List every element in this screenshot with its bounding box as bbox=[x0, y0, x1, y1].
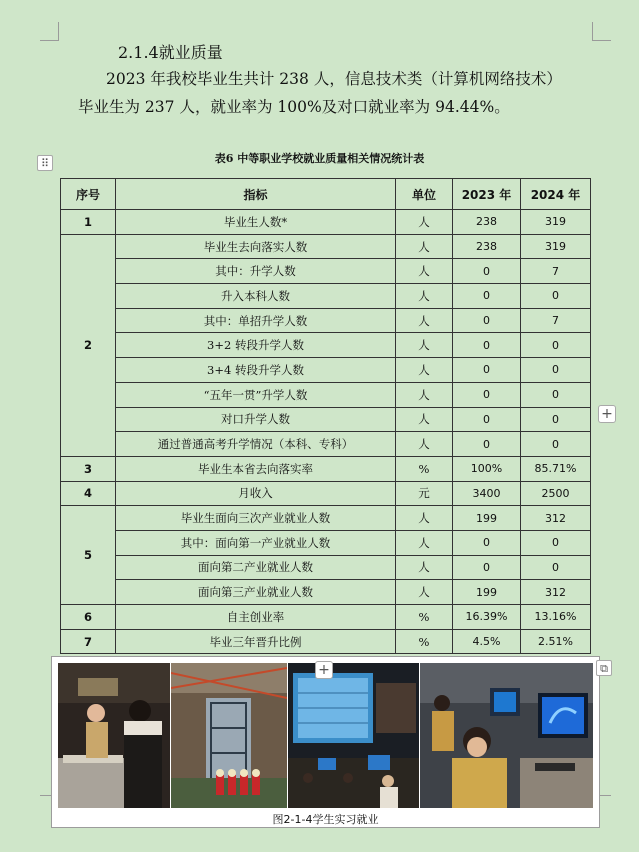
cell-unit: % bbox=[396, 456, 453, 481]
cell-2023: 16.39% bbox=[453, 605, 521, 630]
table-row bbox=[61, 407, 591, 432]
cell-indicator: 3+4 转段升学人数 bbox=[116, 358, 396, 383]
table-header-row bbox=[61, 179, 591, 210]
cell-unit: 人 bbox=[396, 530, 453, 555]
table-row bbox=[61, 580, 591, 605]
cell-indicator: 通过普通高考升学情况（本科、专科） bbox=[116, 432, 396, 457]
cell-2024: 2500 bbox=[521, 481, 591, 506]
cell-2024: 0 bbox=[521, 333, 591, 358]
cell-unit: % bbox=[396, 605, 453, 630]
cell-indicator: 月收入 bbox=[116, 481, 396, 506]
cell-2023: 238 bbox=[453, 234, 521, 259]
cell-unit: 人 bbox=[396, 210, 453, 235]
cell-seq: 1 bbox=[61, 210, 116, 235]
cell-2024: 2.51% bbox=[521, 629, 591, 654]
cell-2023: 199 bbox=[453, 506, 521, 531]
cell-unit: 人 bbox=[396, 358, 453, 383]
cell-2024: 319 bbox=[521, 234, 591, 259]
cell-indicator: 毕业生去向落实人数 bbox=[116, 234, 396, 259]
cell-seq: 6 bbox=[61, 605, 116, 630]
cell-2024: 0 bbox=[521, 432, 591, 457]
cell-seq: 5 bbox=[61, 506, 116, 605]
cell-indicator: “五年一贯”升学人数 bbox=[116, 382, 396, 407]
photo-industrial-site bbox=[171, 663, 287, 808]
move-handle-icon[interactable]: ⠿ bbox=[37, 155, 53, 171]
add-row-plus-icon[interactable]: + bbox=[598, 405, 616, 423]
internship-photo-strip[interactable] bbox=[51, 656, 600, 828]
table-row bbox=[61, 629, 591, 654]
table-row bbox=[61, 432, 591, 457]
header-unit: 单位 bbox=[396, 179, 453, 210]
table-row bbox=[61, 234, 591, 259]
paragraph-line-2: 毕业生为 237 人，就业率为 100%及对口就业率为 94.44%。 bbox=[78, 98, 510, 116]
page-corner-mark bbox=[40, 22, 59, 41]
employment-quality-table bbox=[60, 178, 591, 654]
cell-indicator: 面向第二产业就业人数 bbox=[116, 555, 396, 580]
table-row bbox=[61, 308, 591, 333]
cell-2023: 0 bbox=[453, 555, 521, 580]
header-2024: 2024 年 bbox=[521, 179, 591, 210]
cell-indicator: 其中：面向第一产业就业人数 bbox=[116, 530, 396, 555]
cell-2023: 0 bbox=[453, 432, 521, 457]
photo-student-computer bbox=[420, 663, 593, 808]
table-row bbox=[61, 259, 591, 284]
table-row bbox=[61, 555, 591, 580]
cell-seq: 7 bbox=[61, 629, 116, 654]
cell-2023: 100% bbox=[453, 456, 521, 481]
layout-options-icon[interactable]: ⧉ bbox=[596, 660, 612, 676]
cell-2023: 4.5% bbox=[453, 629, 521, 654]
cell-2023: 3400 bbox=[453, 481, 521, 506]
header-indicator: 指标 bbox=[116, 179, 396, 210]
table-row bbox=[61, 284, 591, 309]
cell-unit: 人 bbox=[396, 382, 453, 407]
cell-unit: 元 bbox=[396, 481, 453, 506]
cell-2024: 13.16% bbox=[521, 605, 591, 630]
insert-plus-icon[interactable]: + bbox=[315, 661, 333, 679]
cell-unit: 人 bbox=[396, 432, 453, 457]
cell-seq: 4 bbox=[61, 481, 116, 506]
cell-2024: 0 bbox=[521, 284, 591, 309]
cell-seq: 2 bbox=[61, 234, 116, 456]
cell-2024: 0 bbox=[521, 407, 591, 432]
cell-2023: 0 bbox=[453, 308, 521, 333]
table-row bbox=[61, 530, 591, 555]
cell-2024: 7 bbox=[521, 308, 591, 333]
cell-unit: 人 bbox=[396, 333, 453, 358]
cell-indicator: 毕业生人数* bbox=[116, 210, 396, 235]
page-corner-mark bbox=[592, 22, 611, 41]
cell-indicator: 3+2 转段升学人数 bbox=[116, 333, 396, 358]
table-row bbox=[61, 333, 591, 358]
cell-2024: 0 bbox=[521, 382, 591, 407]
table-row bbox=[61, 506, 591, 531]
cell-unit: 人 bbox=[396, 506, 453, 531]
header-2023: 2023 年 bbox=[453, 179, 521, 210]
cell-2023: 0 bbox=[453, 358, 521, 383]
cell-unit: 人 bbox=[396, 284, 453, 309]
cell-2023: 0 bbox=[453, 407, 521, 432]
table-caption: 表6 中等职业学校就业质量相关情况统计表 bbox=[214, 152, 425, 165]
cell-unit: 人 bbox=[396, 308, 453, 333]
table-row bbox=[61, 456, 591, 481]
cell-indicator: 自主创业率 bbox=[116, 605, 396, 630]
figure-caption: 图2-1-4学生实习就业 bbox=[272, 813, 379, 826]
cell-2024: 0 bbox=[521, 358, 591, 383]
section-heading: 2.1.4就业质量 bbox=[118, 43, 223, 62]
cell-indicator: 升入本科人数 bbox=[116, 284, 396, 309]
cell-unit: 人 bbox=[396, 234, 453, 259]
cell-unit: % bbox=[396, 629, 453, 654]
cell-2024: 7 bbox=[521, 259, 591, 284]
cell-indicator: 对口升学人数 bbox=[116, 407, 396, 432]
cell-indicator: 毕业生面向三次产业就业人数 bbox=[116, 506, 396, 531]
cell-indicator: 毕业三年晋升比例 bbox=[116, 629, 396, 654]
cell-2023: 238 bbox=[453, 210, 521, 235]
photo-computer-room bbox=[288, 663, 419, 808]
cell-2023: 199 bbox=[453, 580, 521, 605]
table-row bbox=[61, 210, 591, 235]
photo-lab-counter bbox=[58, 663, 170, 808]
table-row bbox=[61, 382, 591, 407]
cell-2024: 0 bbox=[521, 555, 591, 580]
table-row bbox=[61, 605, 591, 630]
cell-unit: 人 bbox=[396, 407, 453, 432]
table-row bbox=[61, 358, 591, 383]
cell-unit: 人 bbox=[396, 580, 453, 605]
cell-2024: 312 bbox=[521, 506, 591, 531]
cell-2023: 0 bbox=[453, 530, 521, 555]
cell-2023: 0 bbox=[453, 333, 521, 358]
cell-indicator: 毕业生本省去向落实率 bbox=[116, 456, 396, 481]
cell-2023: 0 bbox=[453, 259, 521, 284]
cell-2023: 0 bbox=[453, 382, 521, 407]
header-seq: 序号 bbox=[61, 179, 116, 210]
paragraph-line-1: 2023 年我校毕业生共计 238 人，信息技术类（计算机网络技术） bbox=[106, 70, 562, 88]
cell-2023: 0 bbox=[453, 284, 521, 309]
cell-2024: 0 bbox=[521, 530, 591, 555]
cell-2024: 312 bbox=[521, 580, 591, 605]
cell-unit: 人 bbox=[396, 555, 453, 580]
cell-2024: 319 bbox=[521, 210, 591, 235]
cell-indicator: 其中：单招升学人数 bbox=[116, 308, 396, 333]
cell-2024: 85.71% bbox=[521, 456, 591, 481]
cell-seq: 3 bbox=[61, 456, 116, 481]
cell-indicator: 面向第三产业就业人数 bbox=[116, 580, 396, 605]
cell-unit: 人 bbox=[396, 259, 453, 284]
table-row bbox=[61, 481, 591, 506]
cell-indicator: 其中：升学人数 bbox=[116, 259, 396, 284]
